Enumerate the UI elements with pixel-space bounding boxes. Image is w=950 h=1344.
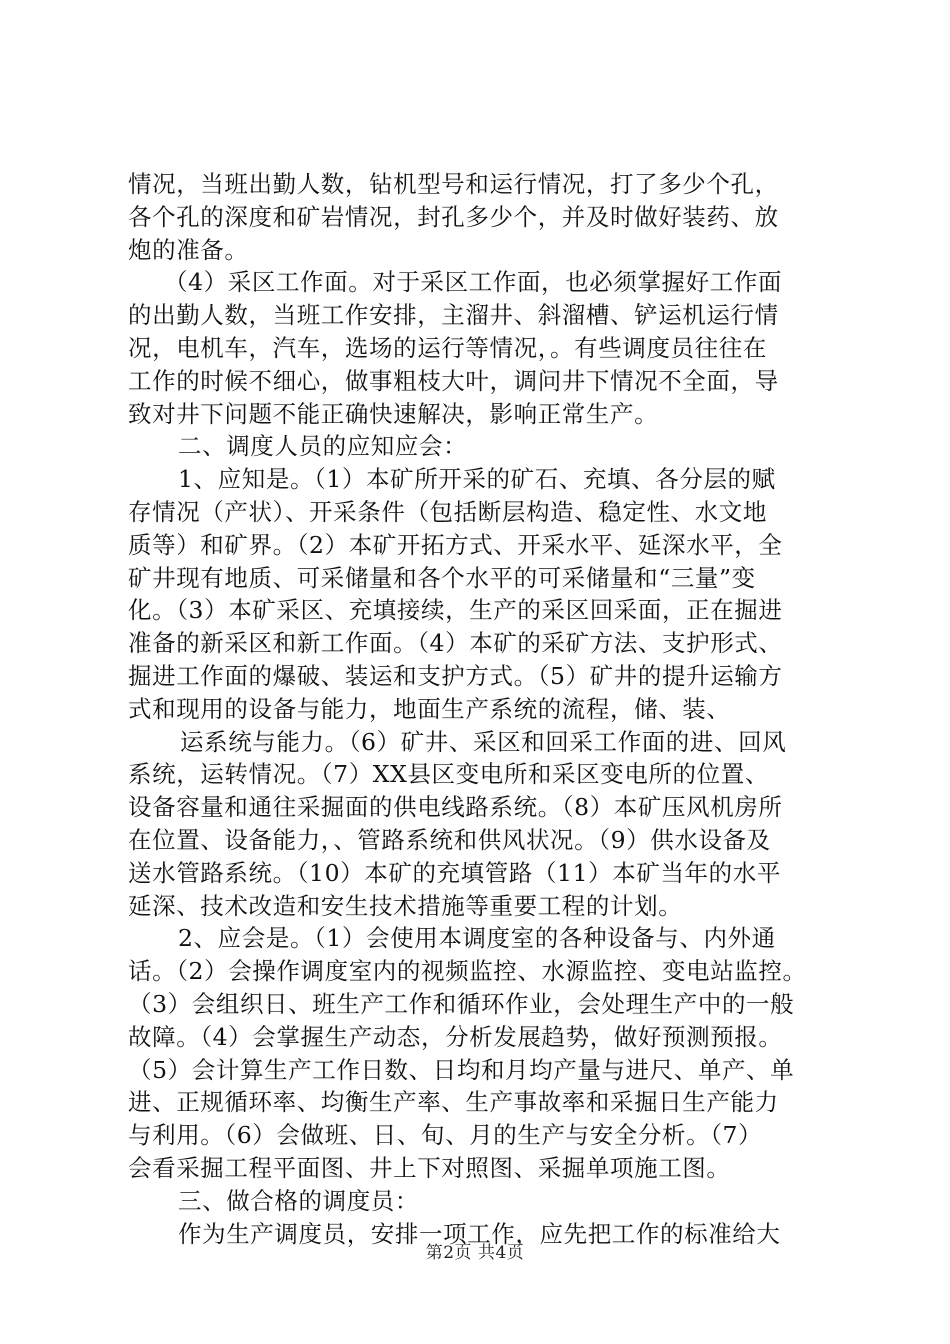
text-line: 化。（3）本矿采区、充填接续，生产的采区回采面，正在掘进 (128, 596, 783, 625)
section-heading: 三、做合格的调度员： (178, 1186, 419, 1215)
text-line: 致对井下问题不能正确快速解决，影响正常生产。 (128, 399, 659, 428)
text-line: 与利用。（6）会做班、日、旬、月的生产与安全分析。（7） (128, 1121, 763, 1150)
text-line: 准备的新采区和新工作面。（4）本矿的采矿方法、支护形式、 (128, 629, 783, 658)
text-line: 质等）和矿界。（2）本矿开拓方式、开采水平、延深水平，全 (128, 530, 783, 559)
text-line: 式和现用的设备与能力，地面生产系统的流程，储、装、 (128, 694, 731, 723)
text-line: 进、正规循环率、均衡生产率、生产事故率和采掘日生产能力 (128, 1088, 779, 1117)
text-line: 存情况（产状）、开采条件（包括断层构造、稳定性、水文地 (128, 497, 767, 526)
text-line: 各个孔的深度和矿岩情况，封孔多少个，并及时做好装药、放 (128, 202, 779, 231)
text-line: 延深、技术改造和安生技术措施等重要工程的计划。 (128, 891, 683, 920)
text-line: 矿井现有地质、可采储量和各个水平的可采储量和“三量”变 (128, 563, 756, 592)
body-text (128, 168, 828, 1250)
text-line: 的出勤人数，当班工作安排，主溜井、斜溜槽、铲运机运行情 (128, 301, 779, 330)
text-line: （3）会组织日、班生产工作和循环作业，会处理生产中的一般 (128, 989, 795, 1018)
text-line: 会看采掘工程平面图、井上下对照图、采掘单项施工图。 (128, 1153, 731, 1182)
text-line: 工作的时候不细心，做事粗枝大叶，调问井下情况不全面，导 (128, 366, 779, 395)
text-line: 设备容量和通往采掘面的供电线路系统。（8）本矿压风机房所 (128, 793, 783, 822)
text-line: 送水管路系统。（10）本矿的充填管路（11）本矿当年的水平 (128, 858, 781, 887)
text-line: 故障。（4）会掌握生产动态，分析发展趋势，做好预测预报。 (128, 1022, 783, 1051)
text-line: 炮的准备。 (128, 235, 249, 264)
text-line: （5）会计算生产工作日数、日均和月均产量与进尺、单产、单 (128, 1055, 795, 1084)
text-line: 情况，当班出勤人数，钻机型号和运行情况，打了多少个孔， (128, 170, 779, 198)
text-line: （4）采区工作面。对于采区工作面，也必须掌握好工作面 (164, 268, 783, 297)
text-line: 2、应会是。（1）会使用本调度室的各种设备与、内外通 (178, 924, 776, 953)
section-heading: 二、调度人员的应知应会： (178, 432, 468, 461)
text-line: 1、应知是。（1）本矿所开采的矿石、充填、各分层的赋 (178, 465, 776, 494)
text-line: 话。（2）会操作调度室内的视频监控、水源监控、变电站监控。 (128, 957, 807, 986)
text-line: 运系统与能力。（6）矿井、采区和回采工作面的进、回风 (180, 727, 787, 756)
text-line: 在位置、设备能力，、管路系统和供风状况。（9）供水设备及 (128, 825, 771, 854)
text-line: 作为生产调度员，安排一项工作，应先把工作的标准给大 (178, 1219, 781, 1248)
text-line: 系统，运转情况。（7）XX县区变电所和采区变电所的位置、 (128, 760, 769, 789)
text-line: 掘进工作面的爆破、装运和支护方式。（5）矿井的提升运输方 (128, 661, 783, 690)
text-line: 况，电机车，汽车，选场的运行等情况，。有些调度员往往在 (128, 333, 767, 362)
page-number-footer: 第2页 共4页 (425, 1243, 525, 1263)
